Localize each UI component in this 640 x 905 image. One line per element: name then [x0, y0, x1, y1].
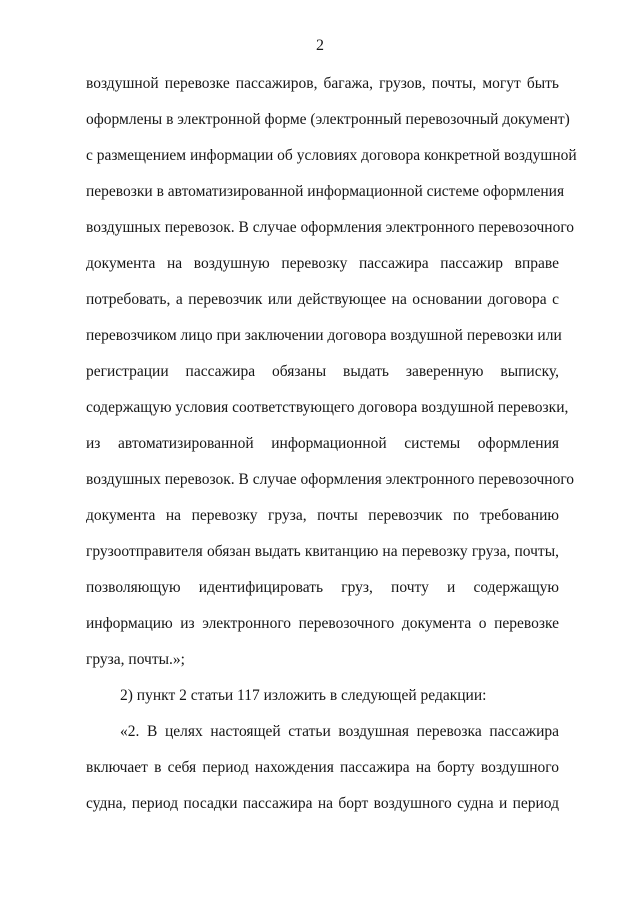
text-line-15: позволяющую идентифицировать груз, почту и содержащую: [86, 579, 559, 596]
text-line-17: груза, почты.»;: [86, 651, 185, 668]
text-line-16: информацию из электронного перевозочного документа о перевозке: [86, 615, 559, 632]
text-line-20: включает в себя период нахождения пассажира на борту воздушного: [86, 759, 559, 776]
text-line-14: грузоотправителя обязан выдать квитанцию на перевозку груза, почты,: [86, 543, 559, 560]
text-line-18: 2) пункт 2 статьи 117 изложить в следующей редакции:: [120, 687, 487, 704]
body-text: [86, 73, 577, 829]
text-line-8: перевозчиком лицо при заключении договора воздушной перевозки или: [86, 327, 562, 344]
text-line-1: воздушной перевозке пассажиров, багажа, грузов, почты, могут быть: [86, 75, 559, 92]
text-line-21: судна, период посадки пассажира на борт воздушного судна и период: [86, 795, 559, 812]
text-line-7: потребовать, а перевозчик или действующее на основании договора с: [86, 291, 559, 308]
text-line-13: документа на перевозку груза, почты перевозчик по требованию: [86, 507, 559, 524]
text-line-6: документа на воздушную перевозку пассажира пассажир вправе: [86, 255, 559, 272]
text-line-19: «2. В целях настоящей статьи воздушная перевозка пассажира: [120, 723, 559, 740]
text-line-2: оформлены в электронной форме (электронный перевозочный документ): [86, 111, 570, 128]
text-line-10: содержащую условия соответствующего договора воздушной перевозки,: [86, 399, 569, 416]
text-line-3: с размещением информации об условиях договора конкретной воздушной: [86, 147, 577, 164]
text-line-5: воздушных перевозок. В случае оформления электронного перевозочного: [86, 219, 575, 236]
text-line-9: регистрации пассажира обязаны выдать заверенную выписку,: [86, 363, 559, 380]
text-line-11: из автоматизированной информационной системы оформления: [86, 435, 559, 452]
page-number: 2: [316, 37, 324, 54]
text-line-4: перевозки в автоматизированной информационной системе оформления: [86, 183, 565, 200]
text-line-12: воздушных перевозок. В случае оформления электронного перевозочного: [86, 471, 575, 488]
